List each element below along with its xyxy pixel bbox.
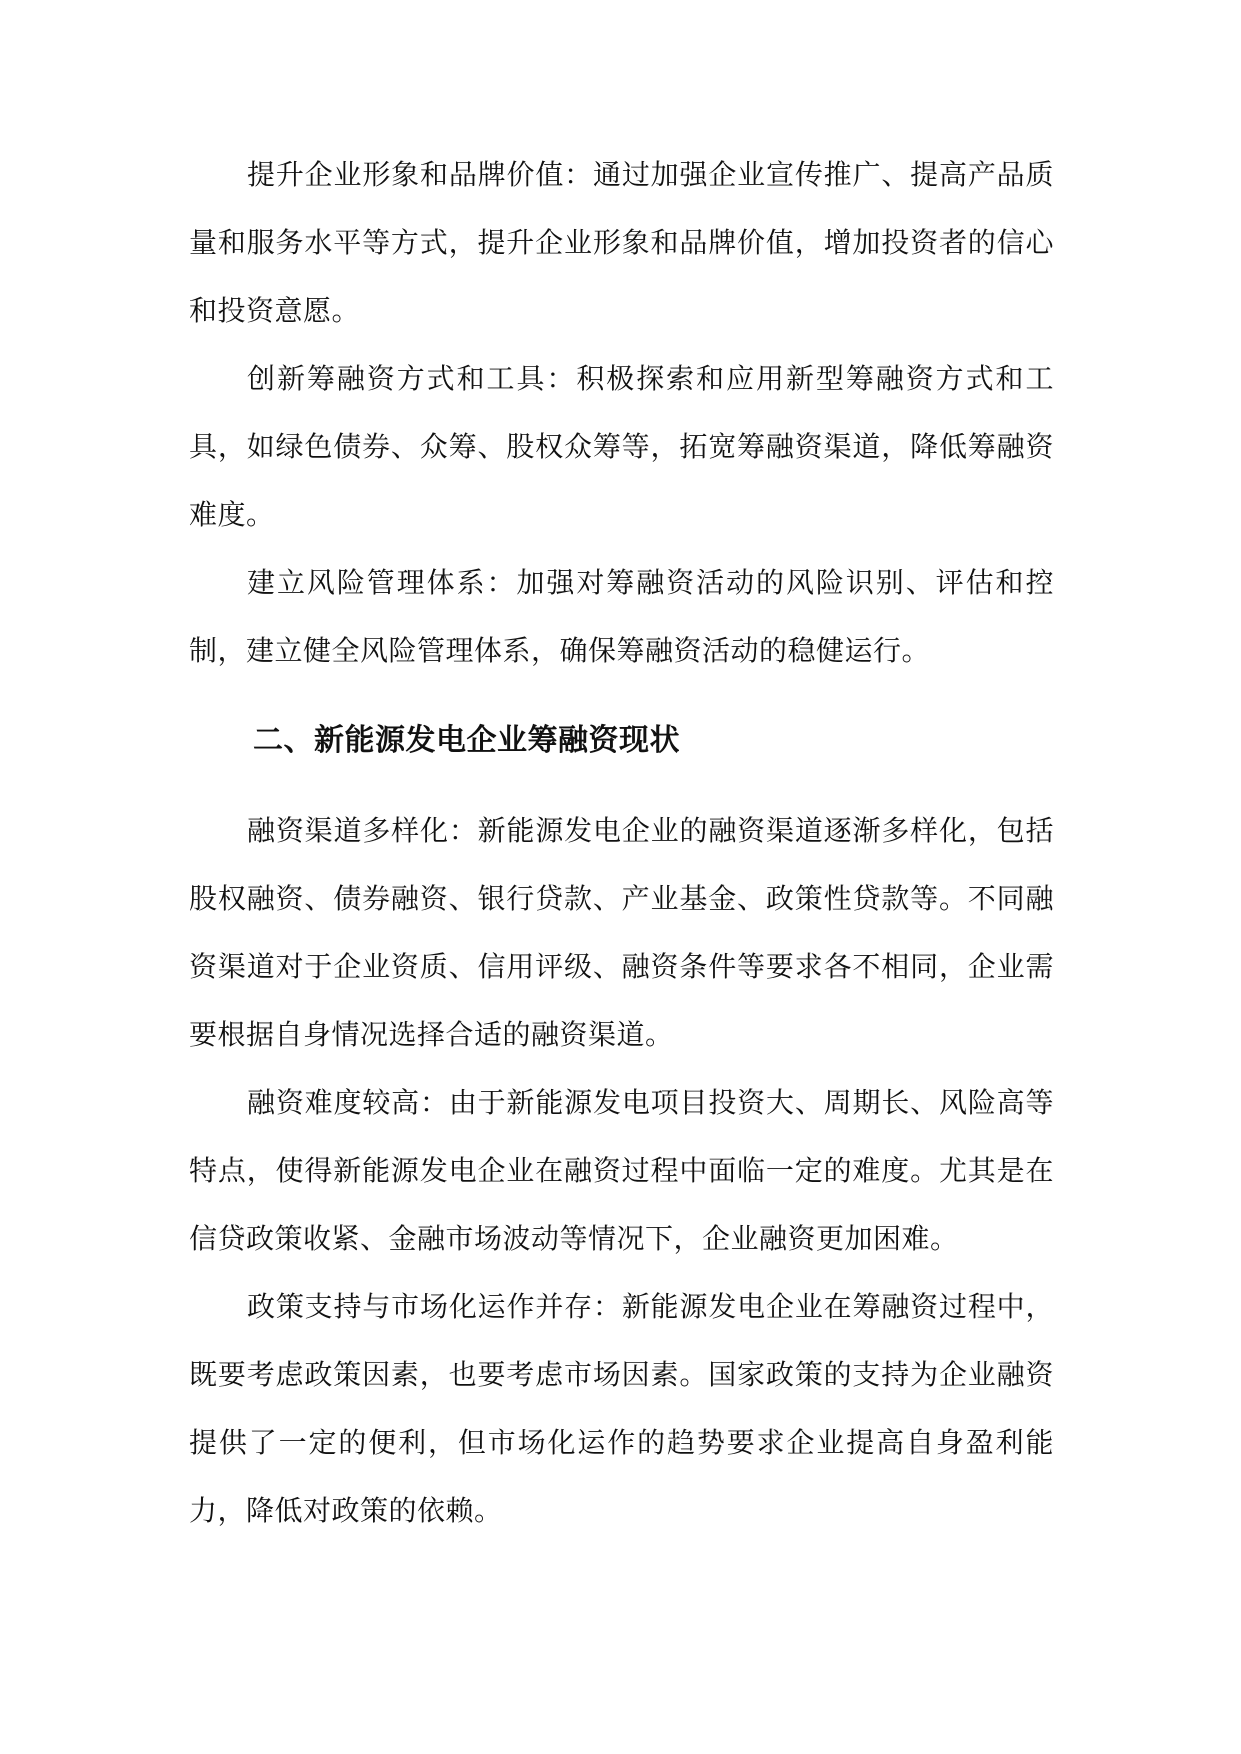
paragraph-financing-difficulty: 融资难度较高：由于新能源发电项目投资大、周期长、风险高等特点，使得新能源发电企业在融资过程中面临一定的难度。尤其是在信贷政策收紧、金融市场波动等情况下，企业融资更加困难。: [189, 1086, 1054, 1255]
paragraph-risk-management: 建立风险管理体系：加强对筹融资活动的风险识别、评估和控制，建立健全风险管理体系，确保筹融资活动的稳健运行。: [189, 566, 1054, 667]
paragraph-policy-and-market: 政策支持与市场化运作并存：新能源发电企业在筹融资过程中，既要考虑政策因素，也要考虑市场因素。国家政策的支持为企业融资提供了一定的便利，但市场化运作的趋势要求企业提高自身盈利能力，降低对政策的依赖。: [189, 1290, 1054, 1527]
paragraph-financing-innovation: 创新筹融资方式和工具：积极探索和应用新型筹融资方式和工具，如绿色债券、众筹、股权众筹等，拓宽筹融资渠道，降低筹融资难度。: [189, 362, 1054, 531]
paragraph-diversified-channels: 融资渠道多样化：新能源发电企业的融资渠道逐渐多样化，包括股权融资、债券融资、银行贷款、产业基金、政策性贷款等。不同融资渠道对于企业资质、信用评级、融资条件等要求各不相同，企业需要根据自身情况选择合适的融资渠道。: [189, 814, 1054, 1051]
paragraph-brand-value: 提升企业形象和品牌价值：通过加强企业宣传推广、提高产品质量和服务水平等方式，提升企业形象和品牌价值，增加投资者的信心和投资意愿。: [189, 158, 1054, 327]
document-body: [189, 141, 1054, 1545]
section-heading: 二、新能源发电企业筹融资现状: [253, 723, 680, 758]
